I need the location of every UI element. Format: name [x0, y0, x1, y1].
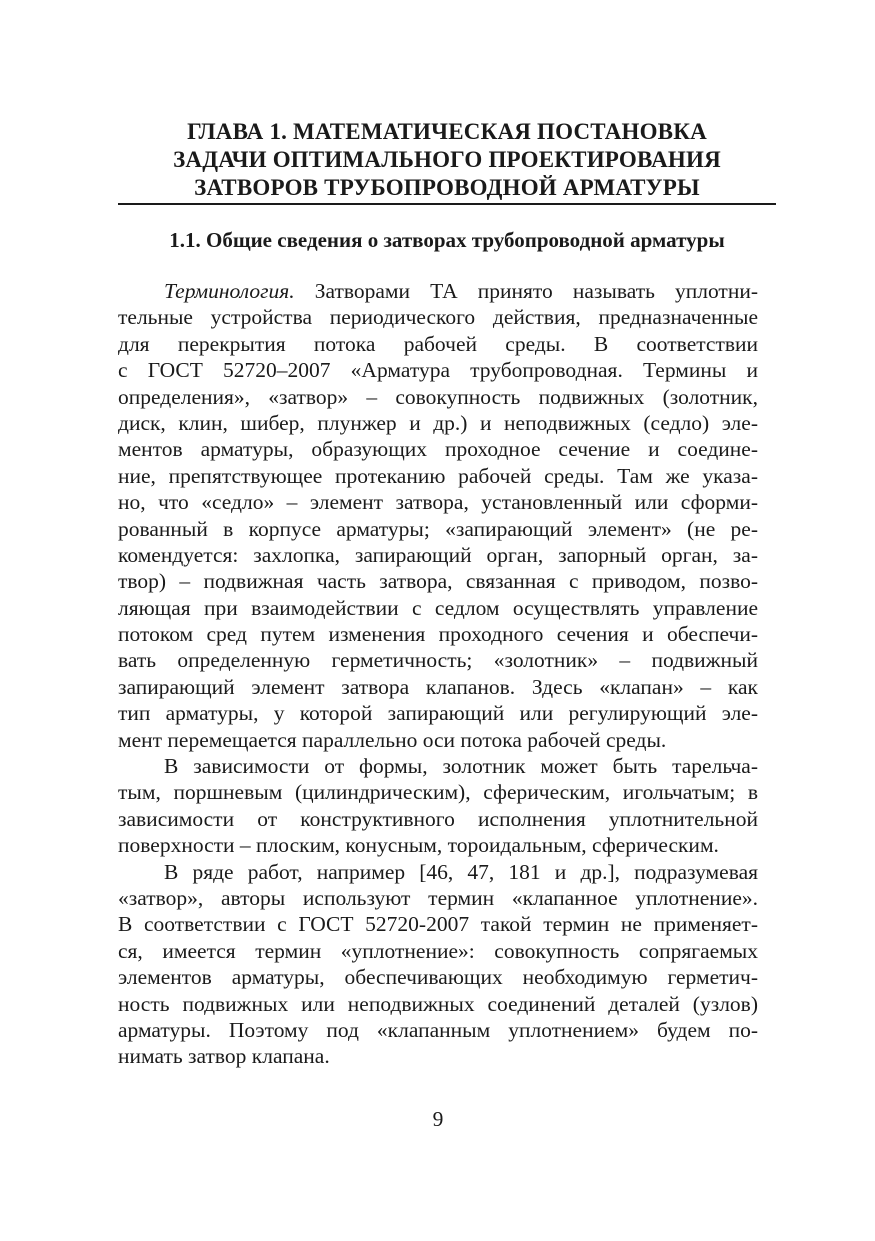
text-line: ляющая при взаимодействии с седлом осуществлять управление	[118, 595, 758, 620]
text-line: арматуры. Поэтому под «клапанным уплотнением» будем по-	[118, 1017, 758, 1042]
text-line: тельные устройства периодического действия, предназначенные	[118, 305, 758, 330]
chapter-title	[118, 118, 776, 202]
text-line: комендуется: захлопка, запирающий орган, запорный орган, за-	[118, 542, 758, 567]
text-line: определения», «затвор» – совокупность подвижных (золотник,	[118, 384, 758, 409]
text-line: В зависимости от формы, золотник может быть тарельча-	[164, 754, 758, 779]
text-line: В соответствии с ГОСТ 52720-2007 такой термин не применяет-	[118, 912, 758, 937]
page-number: 9	[432, 1107, 444, 1131]
body-text	[118, 278, 758, 1070]
text-line: Терминология. Затворами ТА принято называть уплотни-	[164, 279, 758, 303]
text-line: тип арматуры, у которой запирающий или регулирующий эле-	[118, 701, 758, 726]
text-line: зависимости от конструктивного исполнения уплотнительной	[118, 806, 758, 831]
text-line: ние, препятствующее протеканию рабочей среды. Там же указа-	[118, 463, 758, 488]
text-line: тым, поршневым (цилиндрическим), сферическим, игольчатым; в	[118, 780, 758, 805]
text-line: элементов арматуры, обеспечивающих необходимую герметич-	[118, 965, 758, 990]
text-line: твор) – подвижная часть затвора, связанная с приводом, позво-	[118, 569, 758, 594]
text-line: запирающий элемент затвора клапанов. Здесь «клапан» – как	[118, 674, 758, 699]
text-line: мент перемещается параллельно оси потока рабочей среды.	[118, 727, 667, 752]
text-line: с ГОСТ 52720–2007 «Арматура трубопроводная. Термины и	[118, 358, 758, 383]
chapter-title-line: ЗАДАЧИ ОПТИМАЛЬНОГО ПРОЕКТИРОВАНИЯ	[173, 147, 721, 172]
text-line: «затвор», авторы используют термин «клапанное уплотнение».	[118, 885, 758, 910]
chapter-title-line: ГЛАВА 1. МАТЕМАТИЧЕСКАЯ ПОСТАНОВКА	[187, 119, 707, 144]
section-heading: 1.1. Общие сведения о затворах трубопроводной арматуры	[169, 228, 725, 252]
text-line: но, что «седло» – элемент затвора, установленный или сформи-	[118, 490, 758, 515]
text-line: ность подвижных или неподвижных соединений деталей (узлов)	[118, 991, 758, 1016]
text-line: В ряде работ, например [46, 47, 181 и др.], подразумевая	[164, 859, 758, 884]
text-line: поверхности – плоским, конусным, тороидальным, сферическим.	[118, 833, 719, 858]
title-divider	[118, 203, 776, 205]
text-line: диск, клин, шибер, плунжер и др.) и неподвижных (седло) эле-	[118, 410, 758, 435]
text-line: для перекрытия потока рабочей среды. В соответствии	[118, 331, 758, 356]
text-line: ментов арматуры, образующих проходное сечение и соедине-	[118, 437, 758, 462]
text-line: вать определенную герметичность; «золотник» – подвижный	[118, 648, 758, 673]
text-line: ся, имеется термин «уплотнение»: совокупность сопрягаемых	[118, 938, 758, 963]
text-line: потоком сред путем изменения проходного сечения и обеспечи-	[118, 622, 758, 647]
text-line: нимать затвор клапана.	[118, 1044, 330, 1069]
text-line: рованный в корпусе арматуры; «запирающий элемент» (не ре-	[118, 516, 758, 541]
italic-lead: Терминология.	[164, 279, 295, 303]
chapter-title-line: ЗАТВОРОВ ТРУБОПРОВОДНОЙ АРМАТУРЫ	[194, 175, 700, 200]
